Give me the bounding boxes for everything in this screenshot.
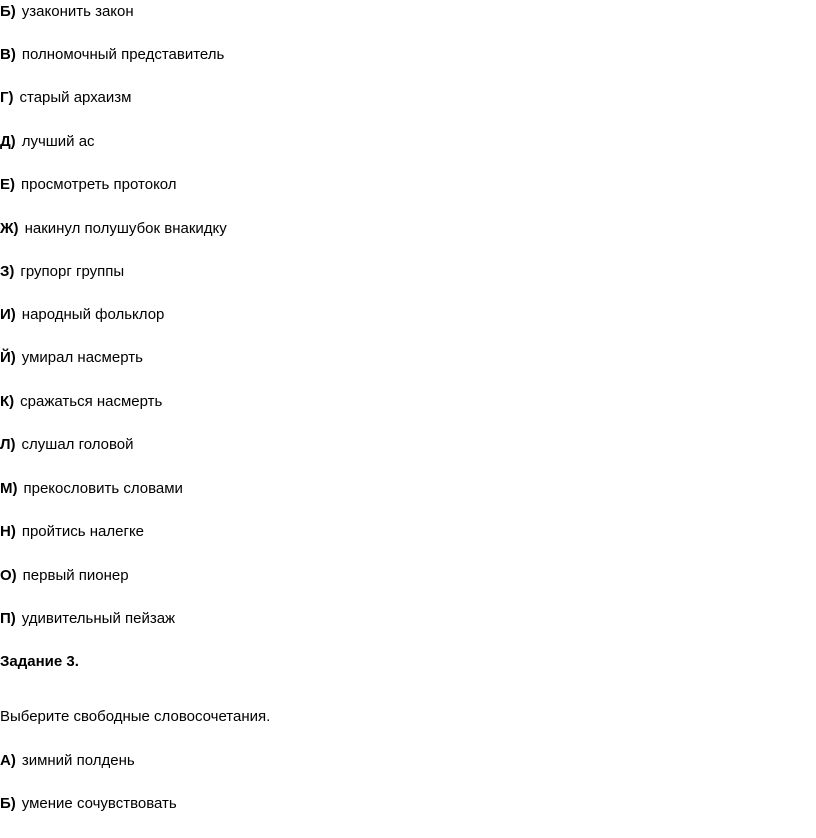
item-text: первый пионер: [22, 567, 129, 584]
item-label: М): [0, 480, 18, 497]
item-text: пройтись налегке: [21, 523, 145, 540]
list-item-g: [0, 88, 131, 108]
item-label: З): [0, 263, 15, 280]
task3-instruction: Выберите свободные словосочетания.: [0, 708, 271, 725]
task3-heading: Задание 3.: [0, 653, 79, 670]
item-text: прекословить словами: [23, 480, 183, 497]
list-item-o: [0, 566, 129, 586]
item-label: Д): [0, 133, 16, 150]
list-item-z: [0, 262, 124, 282]
item-label: Б): [0, 3, 16, 20]
item-text: слушал головой: [21, 436, 134, 453]
item-text: групорг группы: [20, 263, 125, 280]
item-label: И): [0, 306, 16, 323]
item-label: Б): [0, 795, 16, 812]
list-item-d: [0, 132, 95, 152]
item-label: Ж): [0, 220, 19, 237]
item-text: просмотреть протокол: [21, 176, 177, 193]
item-text: удивительный пейзаж: [21, 610, 176, 627]
item-label: Н): [0, 523, 16, 540]
item-text: лучший ас: [21, 133, 95, 150]
item-text: полномочный представитель: [21, 46, 225, 63]
item-text: умирал насмерть: [21, 349, 143, 366]
task3-item-a: [0, 751, 135, 771]
list-item-k: [0, 392, 162, 412]
list-item-zh: [0, 219, 227, 239]
list-item-i: [0, 305, 164, 325]
item-text: народный фольклор: [21, 306, 165, 323]
item-label: П): [0, 610, 16, 627]
list-item-l: [0, 435, 134, 455]
item-text: умение сочувствовать: [21, 795, 177, 812]
item-label: Е): [0, 176, 15, 193]
item-text: накинул полушубок внакидку: [24, 220, 227, 237]
item-label: Г): [0, 89, 14, 106]
item-text: зимний полдень: [21, 752, 135, 769]
item-label: Л): [0, 436, 16, 453]
list-item-y: [0, 348, 143, 368]
item-label: Й): [0, 349, 16, 366]
list-item-p: [0, 609, 175, 629]
list-item-b: [0, 2, 134, 22]
item-label: В): [0, 46, 16, 63]
item-label: К): [0, 393, 15, 410]
item-text: сражаться насмерть: [20, 393, 163, 410]
list-item-m: [0, 479, 183, 499]
item-label: О): [0, 567, 17, 584]
list-item-n: [0, 522, 144, 542]
task3-item-b: [0, 794, 177, 814]
item-text: старый архаизм: [19, 89, 132, 106]
list-item-v: [0, 45, 224, 65]
item-label: А): [0, 752, 16, 769]
list-item-e: [0, 175, 177, 195]
item-text: узаконить закон: [21, 3, 134, 20]
